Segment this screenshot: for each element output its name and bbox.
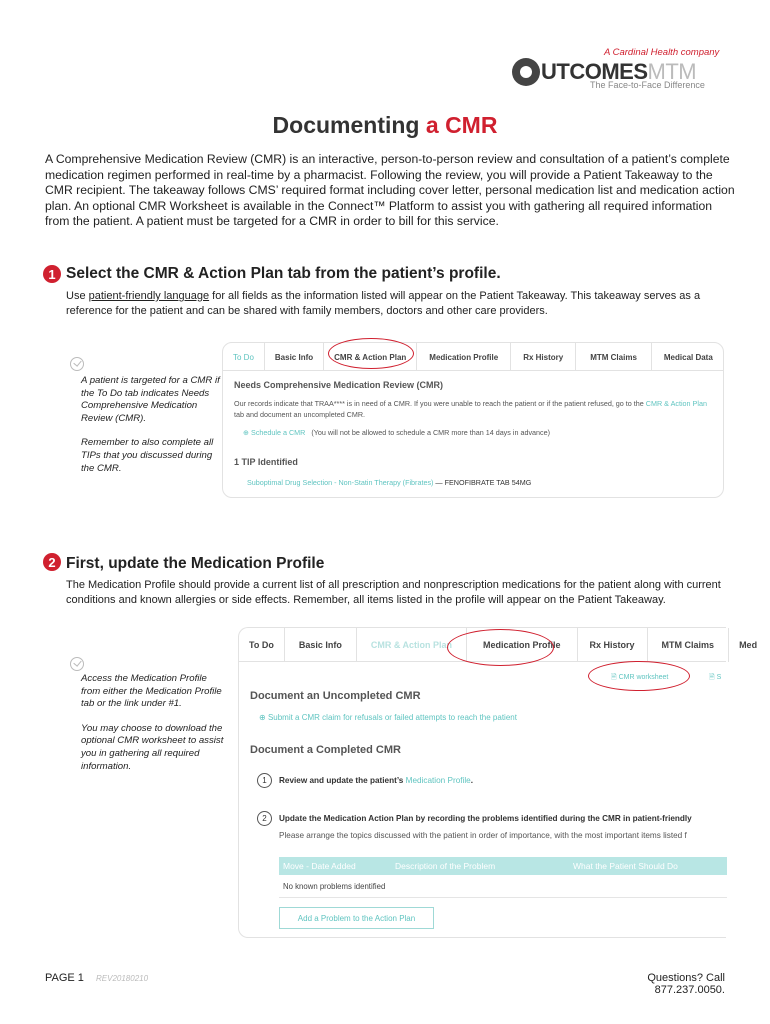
- tip-row: [247, 477, 531, 488]
- highlight-circle-cmr-worksheet: [588, 661, 690, 691]
- col-description: Description of the Problem: [395, 861, 496, 871]
- intro-paragraph: A Comprehensive Medication Review (CMR) is an interactive, person-to-person review and consultation of a patient’s complete medication regimen performed in real-time by a pharmacist. Following the review, you will provide a Patient Takeaway to the CMR recipient. The takeaway follows CMS’ required format including cover letter, personal medication list and medication action plan. An optional CMR Worksheet is available in the Connect™ Platform to assist you with gathering all required information from the patient. A patient must be targeted for a CMR in order to bill for this service.: [45, 152, 735, 229]
- patient-friendly-language-link[interactable]: patient-friendly language: [88, 290, 210, 302]
- second-worksheet-button[interactable]: [709, 673, 721, 684]
- action-plan-table-header: [279, 857, 727, 875]
- records-text-post: tab and document an uncompleted CMR.: [234, 410, 366, 419]
- questions-phone: Questions? Call 877.237.0050.: [647, 972, 725, 996]
- tab-rx-history[interactable]: Rx History: [578, 628, 648, 662]
- schedule-note: (You will not be allowed to schedule a CMR more than 14 days in advance): [311, 428, 551, 437]
- cardinal-health-tagline: A Cardinal Health company: [604, 47, 720, 58]
- add-problem-button[interactable]: Add a Problem to the Action Plan: [279, 907, 434, 929]
- cmr-action-plan-link-2[interactable]: Action Plan: [670, 399, 707, 408]
- step-1-text: [66, 289, 731, 319]
- step-1-text-post: for all fields as the information listed will appear on the Patient Takeaway. This takeaway serves as a reference for the patient and can be shared with family members, doctors and other care providers.: [66, 290, 701, 317]
- page-number: PAGE 1: [45, 972, 84, 984]
- tab-cmr-action-plan[interactable]: CMR & Action Plan: [324, 343, 417, 371]
- second-worksheet-label: S: [716, 674, 722, 681]
- tab-to-do[interactable]: To Do: [239, 628, 285, 662]
- submit-cmr-claim-link[interactable]: Submit a CMR claim for refusals or failed attempts to reach the patient: [267, 713, 517, 722]
- step-1-text-pre: Use: [66, 290, 89, 302]
- tab-basic-info[interactable]: Basic Info: [285, 628, 357, 662]
- step-2-badge: 2: [43, 553, 61, 571]
- step-1-tab-bar: [223, 343, 723, 371]
- tab-rx-history[interactable]: Rx History: [511, 343, 576, 371]
- item-1-number: 1: [257, 773, 272, 788]
- highlight-circle-cmr-tab: [328, 338, 414, 369]
- logo-tagline: The Face-to-Face Difference: [590, 80, 705, 90]
- tab-medical-data[interactable]: Med: [739, 640, 758, 650]
- col-patient-should-do: What the Patient Should Do: [573, 861, 678, 871]
- item-2-subtext: Please arrange the topics discussed with the patient in order of importance, with the most important items listed f: [279, 831, 687, 840]
- tip-link[interactable]: Suboptimal Drug Selection - Non-Statin Therapy (Fibrates): [247, 478, 434, 487]
- submit-row: [259, 712, 517, 723]
- schedule-cmr-link[interactable]: Schedule a CMR: [251, 428, 306, 437]
- tab-to-do[interactable]: To Do: [223, 343, 265, 371]
- tab-mtm-claims[interactable]: MTM Claims: [648, 628, 730, 662]
- step-2-note-2: You may choose to download the optional CMR worksheet to assist you in gathering all required information.: [81, 722, 224, 772]
- cmr-worksheet-label: CMR worksheet: [618, 674, 669, 681]
- records-text: [234, 398, 716, 420]
- step-1-note-2: Remember to also complete all TIPs that you discussed during the CMR.: [81, 437, 214, 474]
- step-1-screenshot-panel: [222, 342, 724, 498]
- document-icon: 🗎: [709, 674, 717, 681]
- item-1-pre: Review and update the patient’s: [279, 776, 406, 785]
- medication-profile-link[interactable]: Medication Profile: [405, 776, 471, 785]
- item-2-text: Update the Medication Action Plan by recording the problems identified during the CMR in patient-friendly: [279, 814, 692, 823]
- step-2-heading: First, update the Medication Profile: [66, 555, 325, 572]
- tab-basic-info[interactable]: Basic Info: [265, 343, 324, 371]
- step-1-note-1: A patient is targeted for a CMR if the To Do tab indicates Needs Comprehensive Medication Review (CMR).: [81, 375, 220, 424]
- step-2-note: [81, 673, 226, 773]
- uncompleted-cmr-heading: Document an Uncompleted CMR: [250, 690, 421, 702]
- records-text-pre: Our records indicate that TRAA**** is in need of a CMR. If you were unable to reach the patient or if the patient refused, go to the: [234, 399, 646, 408]
- step-2-text: The Medication Profile should provide a current list of all prescription and nonprescription medications for the patient along with current conditions and known allergies or side effects. Remember, all items listed in the profile will appear on the Patient Takeaway.: [66, 579, 721, 606]
- item-1-text: [279, 776, 473, 785]
- note-check-icon: [70, 657, 84, 671]
- schedule-row: [243, 427, 550, 438]
- document-icon: 🗎: [611, 674, 619, 681]
- logo-o-mark: [512, 58, 540, 86]
- note-check-icon: [70, 357, 84, 371]
- logo-outcomes-text: UTCOMES: [541, 59, 648, 84]
- tab-medication-profile[interactable]: Medication Profile: [417, 343, 511, 371]
- tab-medical-data[interactable]: Medical Data: [663, 352, 713, 362]
- step-1-badge: 1: [43, 265, 61, 283]
- step-1-heading: Select the CMR & Action Plan tab from the patient’s profile.: [66, 265, 501, 282]
- cmr-action-plan-link-1[interactable]: CMR &: [645, 399, 669, 408]
- plus-icon: ⊕: [259, 713, 268, 722]
- completed-cmr-heading: Document a Completed CMR: [250, 744, 401, 756]
- tab-mtm-claims[interactable]: MTM Claims: [576, 343, 652, 371]
- step-1-note: [81, 375, 221, 475]
- tip-drug: — FENOFIBRATE TAB 54MG: [433, 478, 532, 487]
- tab-medication-profile[interactable]: Medication Profile: [467, 628, 578, 662]
- tab-cmr-action-plan[interactable]: CMR & Action Plan: [357, 628, 467, 662]
- title-accent: a CMR: [425, 112, 498, 138]
- step-2-note-1: Access the Medication Profile from either the Medication Profile tab or the link under #1.: [81, 673, 222, 710]
- needs-cmr-heading: Needs Comprehensive Medication Review (CMR): [234, 380, 444, 390]
- table-divider: [279, 897, 727, 898]
- col-move-date-added: Move - Date Added: [283, 861, 356, 871]
- tip-heading: 1 TIP Identified: [234, 457, 298, 467]
- item-1-post: .: [470, 776, 473, 785]
- revision-code: REV20180210: [96, 974, 149, 983]
- title-main: Documenting: [272, 112, 420, 138]
- highlight-circle-medication-profile-tab: [447, 629, 554, 666]
- plus-icon: ⊕: [243, 428, 252, 437]
- no-problems-cell: No known problems identified: [283, 882, 386, 891]
- logo-mtm-text: MTM: [647, 59, 697, 84]
- page-title: [0, 112, 770, 139]
- item-2-number: 2: [257, 811, 272, 826]
